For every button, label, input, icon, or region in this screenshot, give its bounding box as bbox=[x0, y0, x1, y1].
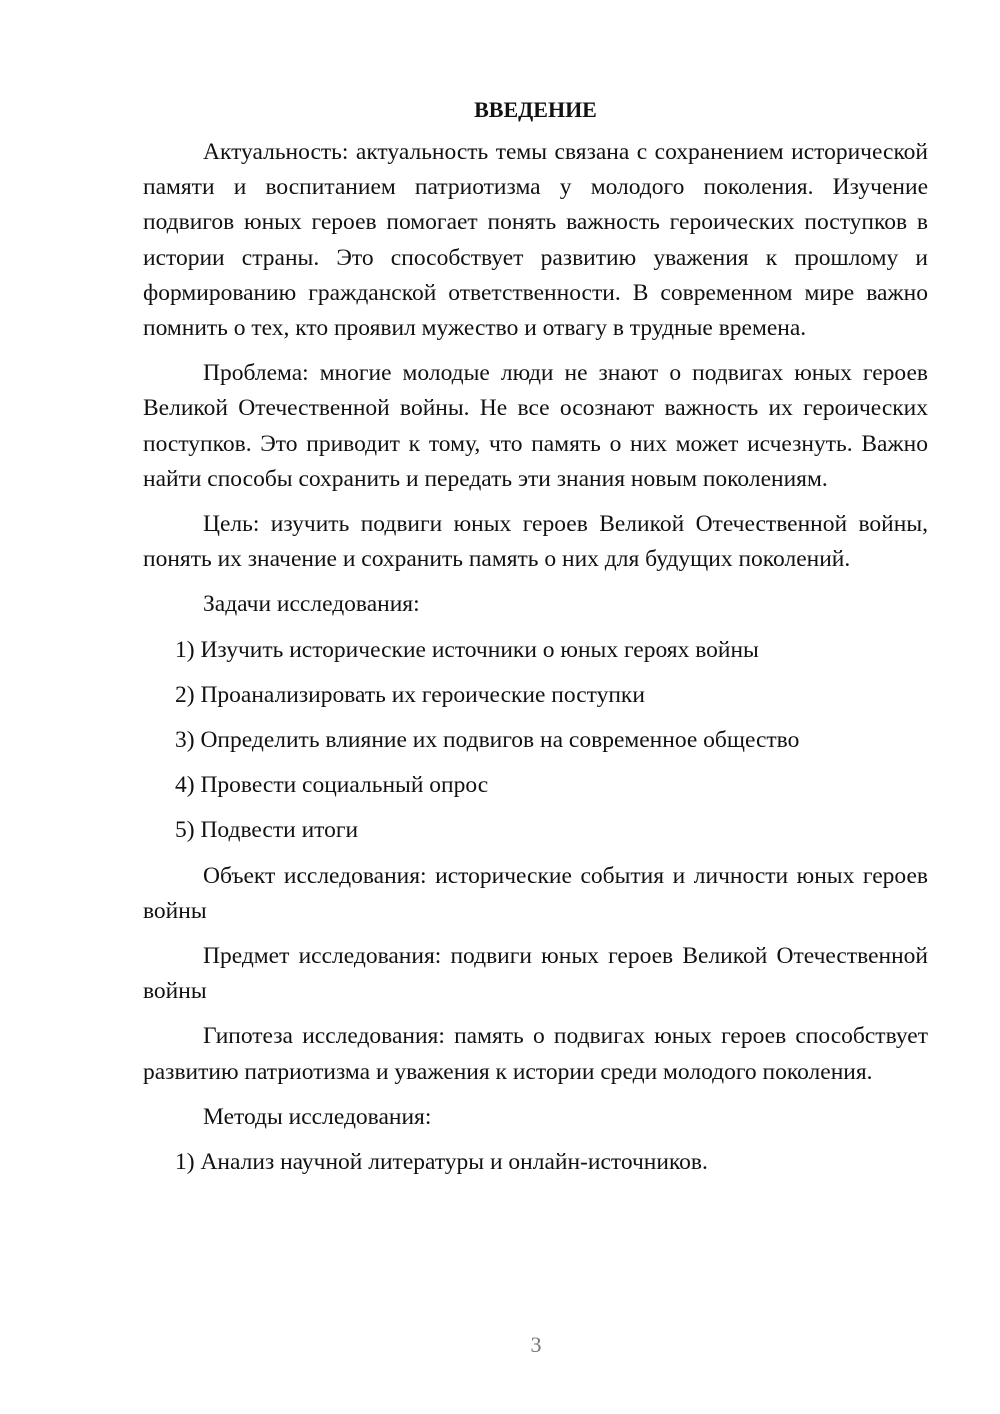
object-paragraph: Объект исследования: исторические события и личности юных героев войны bbox=[143, 862, 928, 924]
page-number: 3 bbox=[530, 1332, 542, 1357]
subject-paragraph: Предмет исследования: подвиги юных героев Великой Отечественной войны bbox=[143, 943, 928, 1005]
methods-label: Методы исследования: bbox=[203, 1103, 432, 1130]
list-item: 1) Анализ научной литературы и онлайн-источников. bbox=[175, 1149, 708, 1176]
section-heading: ВВЕДЕНИЕ bbox=[474, 97, 597, 122]
methods-list bbox=[143, 1145, 928, 1180]
list-item: 5) Подвести итоги bbox=[175, 817, 359, 844]
page-content bbox=[143, 92, 928, 1190]
goal-paragraph: Цель: изучить подвиги юных героев Великой Отечественной войны, понять их значение и сохранить память о них для будущих поколений. bbox=[143, 511, 928, 573]
tasks-label: Задачи исследования: bbox=[203, 591, 420, 618]
list-item: 4) Провести социальный опрос bbox=[175, 772, 489, 799]
relevance-paragraph: Актуальность: актуальность темы связана с сохранением исторической памяти и воспитанием патриотизма у молодого поколения. Изучение подвигов юных героев помогает понять важность героических поступков в истории страны. Это способствует развитию уважения к прошлому и формированию гражданской ответственности. В современном мире важно помнить о тех, кто проявил мужество и отвагу в трудные времена. bbox=[143, 139, 928, 342]
list-item: 2) Проанализировать их героические поступки bbox=[175, 681, 645, 708]
list-item: 1) Изучить исторические источники о юных героях войны bbox=[175, 636, 759, 663]
list-item: 3) Определить влияние их подвигов на современное общество bbox=[175, 727, 800, 754]
tasks-list bbox=[143, 633, 928, 849]
problem-paragraph: Проблема: многие молодые люди не знают о подвигах юных героев Великой Отечественной войны. Не все осознают важность их героических поступков. Это приводит к тому, что память о них может исчезнуть. Важно найти способы сохранить и передать эти знания новым поколениям. bbox=[143, 360, 928, 492]
hypothesis-paragraph: Гипотеза исследования: память о подвигах юных героев способствует развитию патриотизма и уважения к истории среди молодого поколения. bbox=[143, 1023, 928, 1085]
